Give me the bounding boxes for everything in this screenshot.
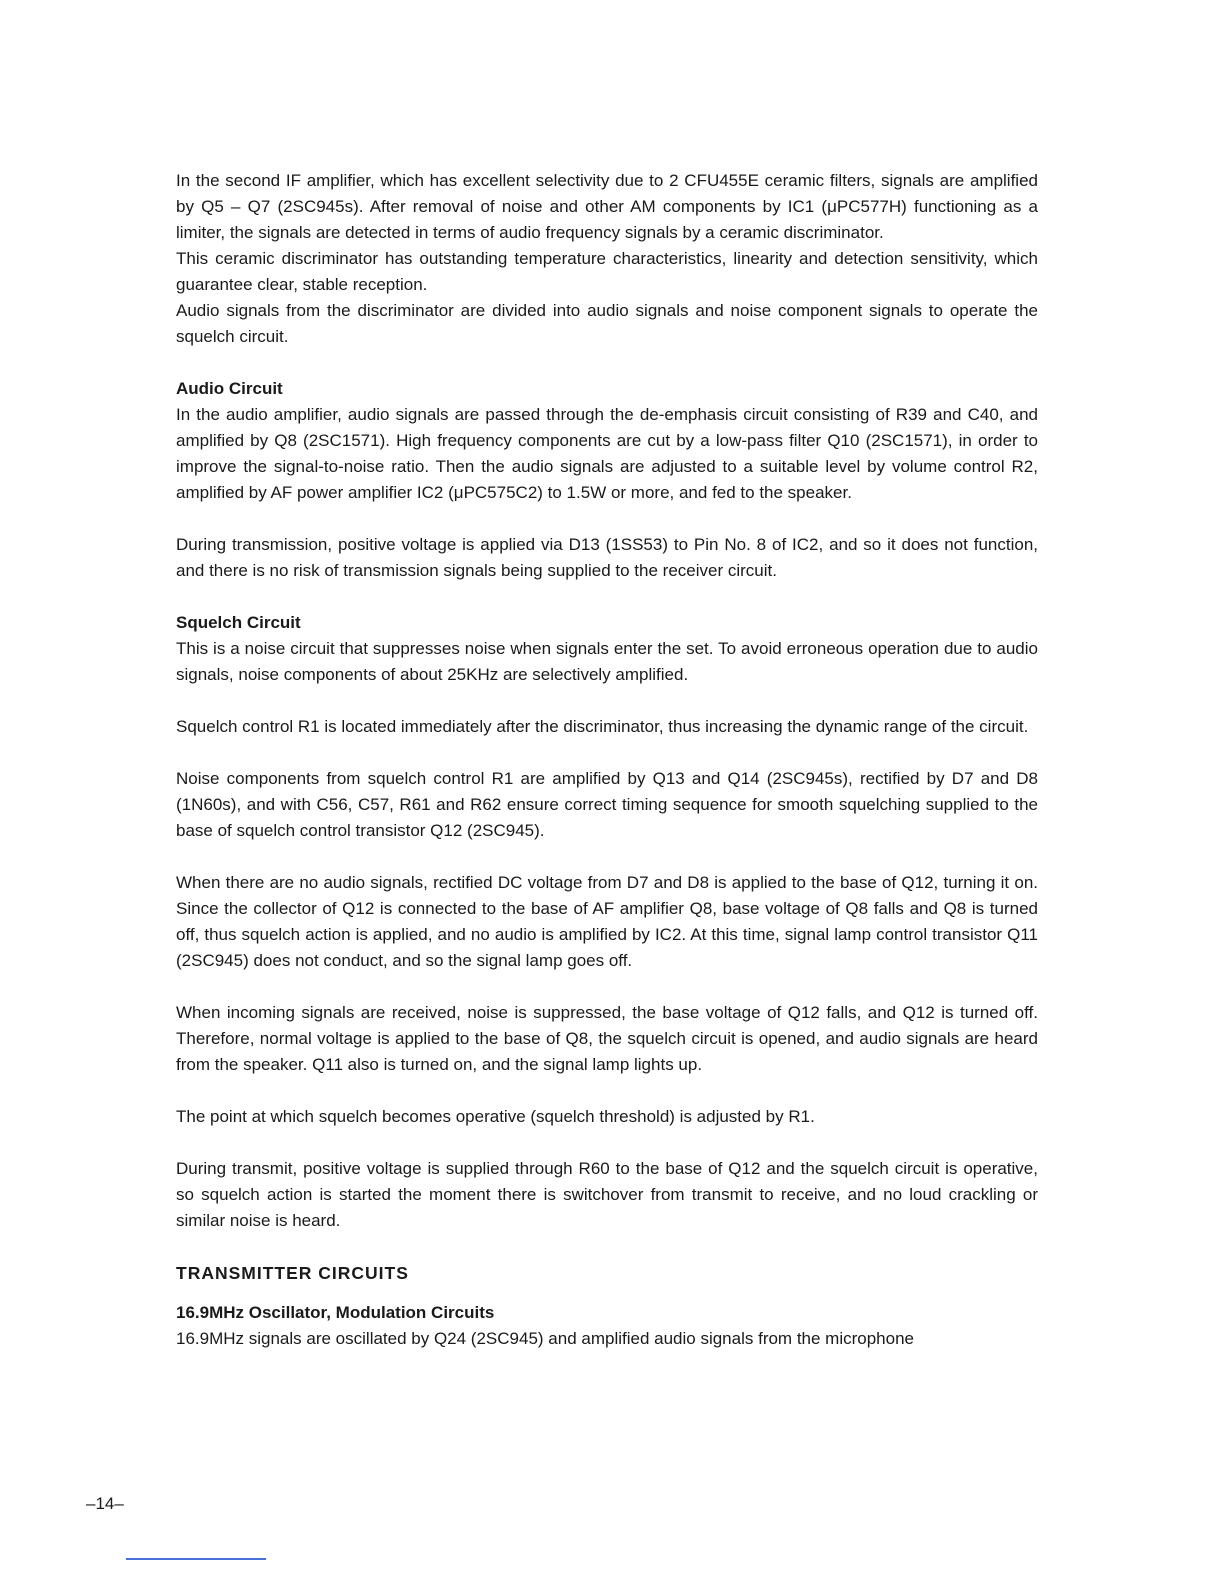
- intro-paragraph-3: Audio signals from the discriminator are divided into audio signals and noise component signals to operate the squelch circuit.: [176, 301, 1038, 346]
- squelch-paragraph-1: This is a noise circuit that suppresses noise when signals enter the set. To avoid erroneous operation due to audio signals, noise components of about 25KHz are selectively amplified.: [176, 639, 1038, 684]
- page-number: –14–: [86, 1494, 124, 1513]
- document-body: [176, 168, 1038, 1352]
- intro-paragraph-1: In the second IF amplifier, which has excellent selectivity due to 2 CFU455E ceramic filters, signals are amplified by Q5 – Q7 (2SC945s). After removal of noise and other AM components by IC1 (μPC577H) functioning as a limiter, the signals are detected in terms of audio frequency signals by a ceramic discriminator.: [176, 171, 1038, 242]
- squelch-paragraph-5: When incoming signals are received, noise is suppressed, the base voltage of Q12 falls, and Q12 is turned off. Therefore, normal voltage is applied to the base of Q8, the squelch circuit is opened, and audio signals are heard from the speaker. Q11 also is turned on, and the signal lamp lights up.: [176, 1003, 1038, 1074]
- squelch-circuit-heading: Squelch Circuit: [176, 613, 301, 632]
- squelch-paragraph-4: When there are no audio signals, rectified DC voltage from D7 and D8 is applied to the base of Q12, turning it on. Since the collector of Q12 is connected to the base of AF amplifier Q8, base voltage of Q8 falls and Q8 is turned off, thus squelch action is applied, and no audio is amplified by IC2. At this time, signal lamp control transistor Q11 (2SC945) does not conduct, and so the signal lamp goes off.: [176, 873, 1038, 970]
- squelch-paragraph-3: Noise components from squelch control R1 are amplified by Q13 and Q14 (2SC945s), rectified by D7 and D8 (1N60s), and with C56, C57, R61 and R62 ensure correct timing sequence for smooth squelching supplied to the base of squelch control transistor Q12 (2SC945).: [176, 769, 1038, 840]
- audio-circuit-paragraph-2: During transmission, positive voltage is applied via D13 (1SS53) to Pin No. 8 of IC2, and so it does not function, and there is no risk of transmission signals being supplied to the receiver circuit.: [176, 535, 1038, 580]
- footer-rule: [126, 1558, 266, 1560]
- squelch-paragraph-2: Squelch control R1 is located immediately after the discriminator, thus increasing the dynamic range of the circuit.: [176, 717, 1029, 736]
- intro-paragraph-2: This ceramic discriminator has outstanding temperature characteristics, linearity and detection sensitivity, which guarantee clear, stable reception.: [176, 249, 1038, 294]
- oscillator-modulation-heading: 16.9MHz Oscillator, Modulation Circuits: [176, 1303, 495, 1322]
- audio-circuit-paragraph-1: In the audio amplifier, audio signals are passed through the de-emphasis circuit consisting of R39 and C40, and amplified by Q8 (2SC1571). High frequency components are cut by a low-pass filter Q10 (2SC1571), in order to improve the signal-to-noise ratio. Then the audio signals are adjusted to a suitable level by volume control R2, amplified by AF power amplifier IC2 (μPC575C2) to 1.5W or more, and fed to the speaker.: [176, 405, 1038, 502]
- audio-circuit-heading: Audio Circuit: [176, 379, 283, 398]
- transmitter-circuits-title: TRANSMITTER CIRCUITS: [176, 1263, 409, 1283]
- squelch-paragraph-6: The point at which squelch becomes operative (squelch threshold) is adjusted by R1.: [176, 1107, 815, 1126]
- squelch-paragraph-7: During transmit, positive voltage is supplied through R60 to the base of Q12 and the squelch circuit is operative, so squelch action is started the moment there is switchover from transmit to receive, and no loud crackling or similar noise is heard.: [176, 1159, 1038, 1230]
- oscillator-paragraph-1: 16.9MHz signals are oscillated by Q24 (2SC945) and amplified audio signals from the microphone: [176, 1329, 914, 1348]
